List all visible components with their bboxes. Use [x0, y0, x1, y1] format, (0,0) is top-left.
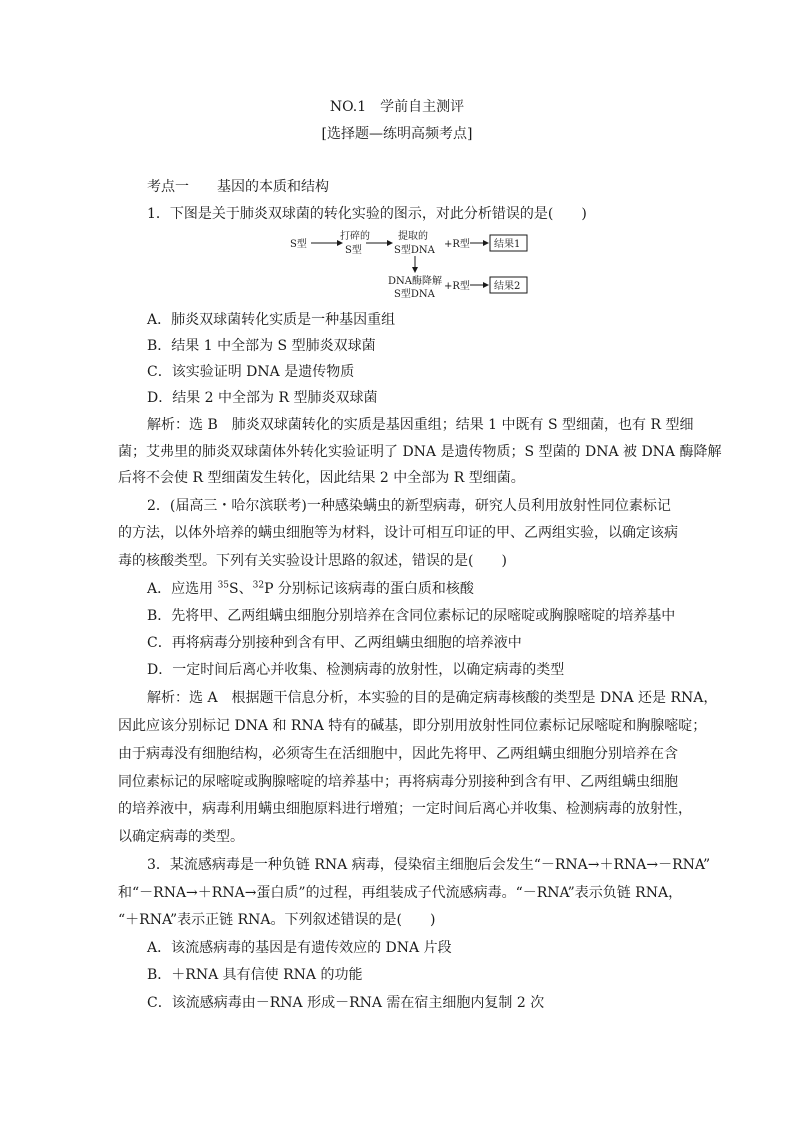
diagram-dnase-line2: S型DNA: [394, 289, 435, 300]
page-subtitle: [选择题—练明高频考点]: [321, 126, 473, 142]
option-a-rest: P 分别标记该病毒的蛋白质和核酸: [264, 581, 474, 597]
question-3-option-b: B．＋RNA 具有信使 RNA 的功能: [147, 967, 363, 983]
question-3-stem-line: “＋RNA”表示正链 RNA。下列叙述错误的是( ): [118, 912, 436, 928]
question-3-option-a: A．该流感病毒的基因是有遗传效应的 DNA 片段: [147, 940, 452, 956]
question-1-option-c: C．该实验证明 DNA 是遗传物质: [147, 364, 355, 380]
option-a-s: S、: [229, 581, 253, 597]
diagram-plus-r-2: +R型: [444, 281, 470, 292]
question-2-stem-line: 2．(届高三・哈尔滨联考)一种感染螨虫的新型病毒，研究人员利用放射性同位素标记: [147, 498, 671, 514]
question-1-option-d: D．结果 2 中全部为 R 型肺炎双球菌: [147, 390, 378, 406]
question-3-stem-line: 3．某流感病毒是一种负链 RNA 病毒，侵染宿主细胞后会发生“－RNA→＋RNA→－RNA”: [147, 857, 711, 873]
diagram-extracted-line2: S型DNA: [394, 245, 435, 256]
question-2-stem-line: 毒的核酸类型。下列有关实验设计思路的叙述，错误的是( ): [118, 553, 507, 569]
diagram-result-2: 结果2: [494, 281, 521, 292]
option-a-prefix: A．应选用: [147, 581, 218, 597]
transformation-diagram: [290, 226, 550, 306]
section-label: 考点一 基因的本质和结构: [147, 179, 329, 195]
question-1-stem: 1．下图是关于肺炎双球菌的转化实验的图示，对此分析错误的是( ): [147, 206, 587, 222]
question-2-option-a: [147, 580, 474, 598]
question-2-stem-line: 的方法，以体外培养的螨虫细胞等为材料，设计可相互印证的甲、乙两组实验，以确定该病: [118, 525, 678, 541]
diagram-extracted-line1: 提取的: [398, 231, 428, 242]
diagram-s-type: S型: [290, 239, 307, 250]
question-2-option-c: C．再将病毒分别接种到含有甲、乙两组螨虫细胞的培养液中: [147, 635, 522, 651]
question-1-analysis-line: 解析：选 B 肺炎双球菌转化的实质是基因重组；结果 1 中既有 S 型细菌，也有 R 型细: [147, 417, 694, 433]
question-1-analysis-line: 菌；艾弗里的肺炎双球菌体外转化实验证明了 DNA 是遗传物质；S 型菌的 DNA 被 DNA 酶降解: [118, 444, 722, 460]
question-2-analysis-line: 同位素标记的尿嘧啶或胸腺嘧啶的培养基中；再将病毒分别接种到含有甲、乙两组螨虫细胞: [118, 774, 678, 790]
question-2-option-b: B．先将甲、乙两组螨虫细胞分别培养在含同位素标记的尿嘧啶或胸腺嘧啶的培养基中: [147, 608, 676, 624]
diagram-plus-r-1: +R型: [444, 239, 470, 250]
diagram-dnase-line1: DNA酶降解: [388, 276, 442, 287]
question-2-analysis-line: 解析：选 A 根据题干信息分析，本实验的目的是确定病毒核酸的类型是 DNA 还是 RNA，: [147, 690, 718, 706]
question-2-analysis-line: 的培养液中，病毒利用螨虫细胞原料进行增殖；一定时间后离心并收集、检测病毒的放射性，: [118, 801, 692, 817]
diagram-broken-line2: S型: [345, 245, 362, 256]
question-1-analysis-line: 后将不会使 R 型细菌发生转化，因此结果 2 中全部为 R 型细菌。: [118, 470, 525, 486]
question-2-analysis-line: 以确定病毒的类型。: [118, 829, 244, 845]
question-2-analysis-line: 由于病毒没有细胞结构，必须寄生在活细胞中，因此先将甲、乙两组螨虫细胞分别培养在含: [118, 746, 678, 762]
question-2-analysis-line: 因此应该分别标记 DNA 和 RNA 特有的碱基，即分别用放射性同位素标记尿嘧啶和胸腺嘧啶；: [118, 718, 707, 734]
question-3-stem-line: 和“－RNA→＋RNA→蛋白质”的过程，再组装成子代流感病毒。“－RNA”表示负链 RNA，: [118, 885, 683, 901]
question-1-option-b: B．结果 1 中全部为 S 型肺炎双球菌: [147, 338, 376, 354]
diagram-result-1: 结果1: [494, 239, 521, 250]
question-2-option-d: D．一定时间后离心并收集、检测病毒的放射性，以确定病毒的类型: [147, 662, 565, 678]
page-title: NO.1 学前自主测评: [329, 99, 465, 115]
question-1-option-a: A．肺炎双球菌转化实质是一种基因重组: [147, 312, 396, 328]
superscript-32: 32: [252, 580, 265, 591]
superscript-35: 35: [217, 580, 230, 591]
diagram-broken-line1: 打碎的: [340, 231, 370, 242]
question-3-option-c: C．该流感病毒由－RNA 形成－RNA 需在宿主细胞内复制 2 次: [147, 995, 545, 1011]
